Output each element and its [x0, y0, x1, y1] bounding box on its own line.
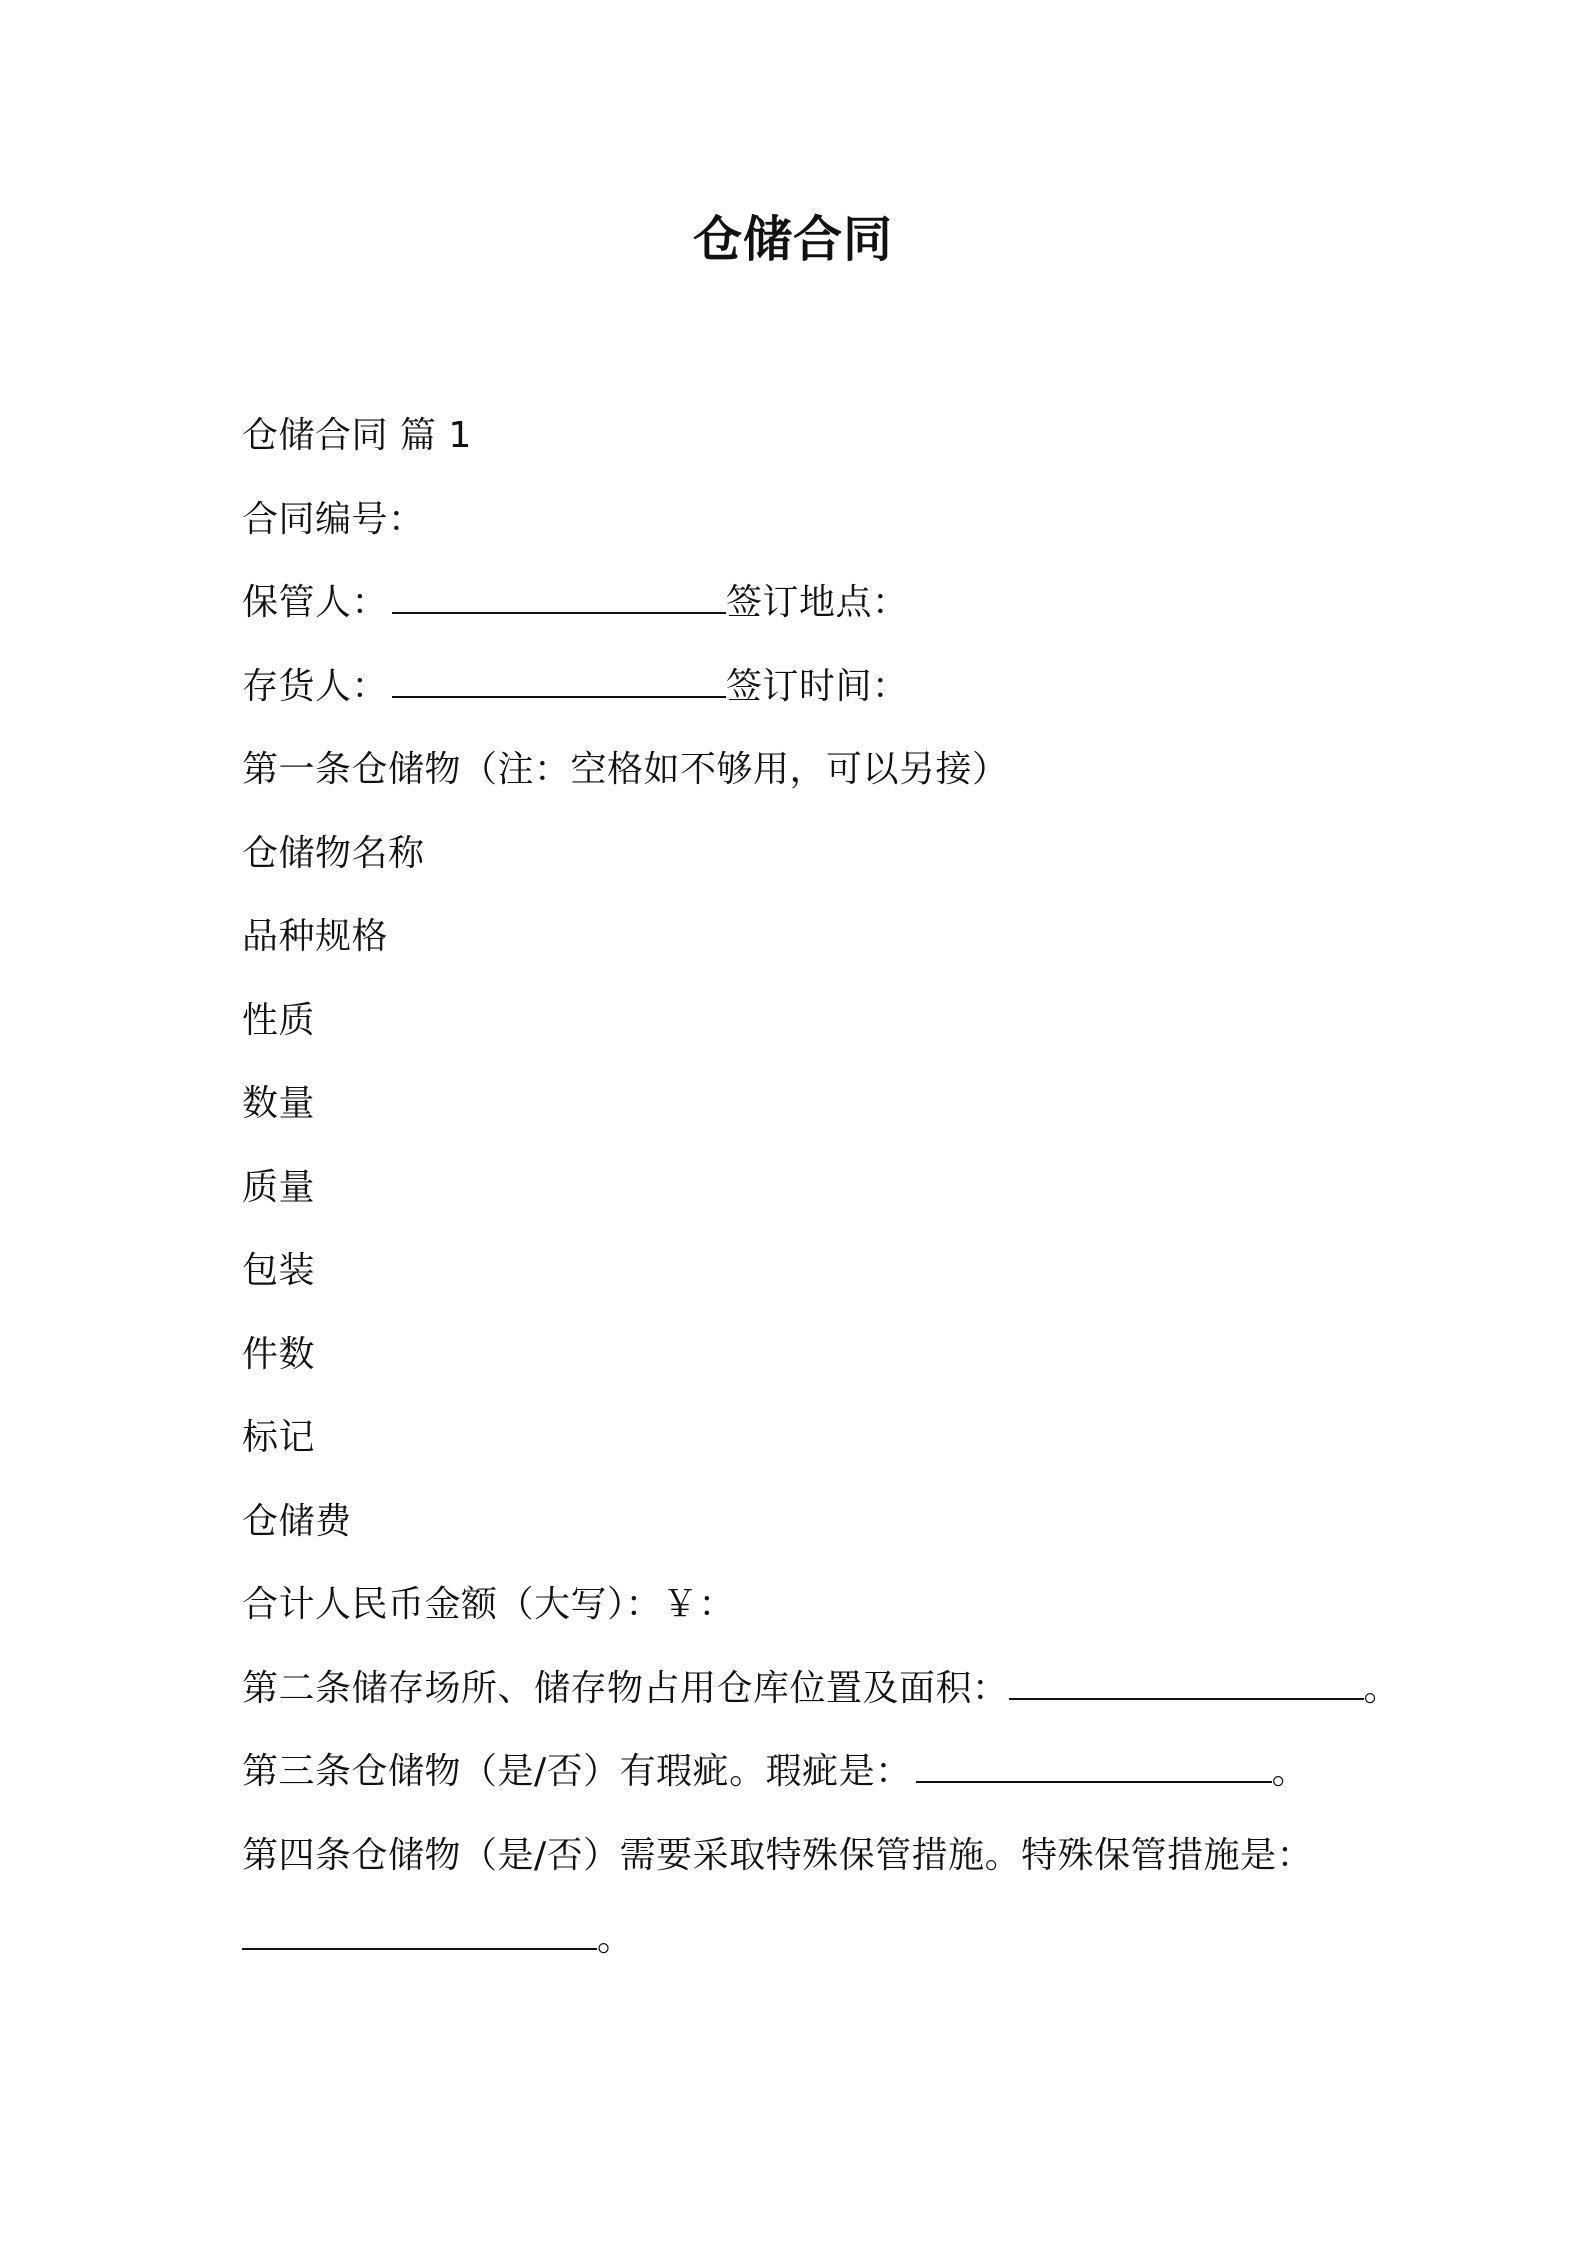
- article-2-text: 第二条储存场所、储存物占用仓库位置及面积：: [242, 1667, 1009, 1709]
- depositor-blank: [392, 656, 726, 698]
- keeper-blank: [392, 572, 726, 614]
- article-4-continuation: [242, 1907, 1402, 1991]
- item-quality: 质量: [242, 1166, 316, 1208]
- item-pieces: 件数: [242, 1333, 316, 1375]
- total-amount-line: 合计人民币金额（大写）：￥：: [242, 1584, 736, 1625]
- article-2-period: 。: [1363, 1667, 1401, 1709]
- keeper-line: [242, 571, 1402, 655]
- article-3-text: 第三条仓储物（是/否）有瑕疵。瑕疵是：: [242, 1751, 912, 1792]
- document-title: 仓储合同: [692, 211, 893, 268]
- depositor-label: 存货人：: [242, 665, 389, 707]
- sign-time-label: 签订时间：: [726, 665, 909, 707]
- article-2: [242, 1657, 1402, 1741]
- item-packaging: 包装: [242, 1250, 316, 1291]
- keeper-label: 保管人：: [242, 582, 389, 623]
- item-marks: 标记: [242, 1417, 316, 1458]
- depositor-line: [242, 655, 1402, 739]
- item-nature: 性质: [242, 999, 316, 1041]
- article-2-blank: [1009, 1658, 1364, 1700]
- article-3-blank: [916, 1741, 1272, 1783]
- section-heading: 仓储合同 篇 1: [242, 415, 472, 456]
- article-3: [242, 1740, 1402, 1824]
- article-1: 第一条仓储物（注：空格如不够用，可以另接）: [242, 749, 1009, 790]
- item-fee: 仓储费: [242, 1500, 352, 1542]
- contract-number-line: 合同编号：: [242, 498, 425, 540]
- item-spec: 品种规格: [242, 916, 389, 957]
- sign-place-label: 签订地点：: [726, 582, 909, 623]
- item-name: 仓储物名称: [242, 832, 425, 874]
- document-body: [242, 404, 1402, 1991]
- item-quantity: 数量: [242, 1083, 316, 1124]
- article-4-blank: [242, 1908, 597, 1950]
- article-3-period: 。: [1271, 1751, 1309, 1792]
- article-4: 第四条仓储物（是/否）需要采取特殊保管措施。特殊保管措施是：: [242, 1834, 1314, 1876]
- article-4-period: 。: [597, 1918, 634, 1959]
